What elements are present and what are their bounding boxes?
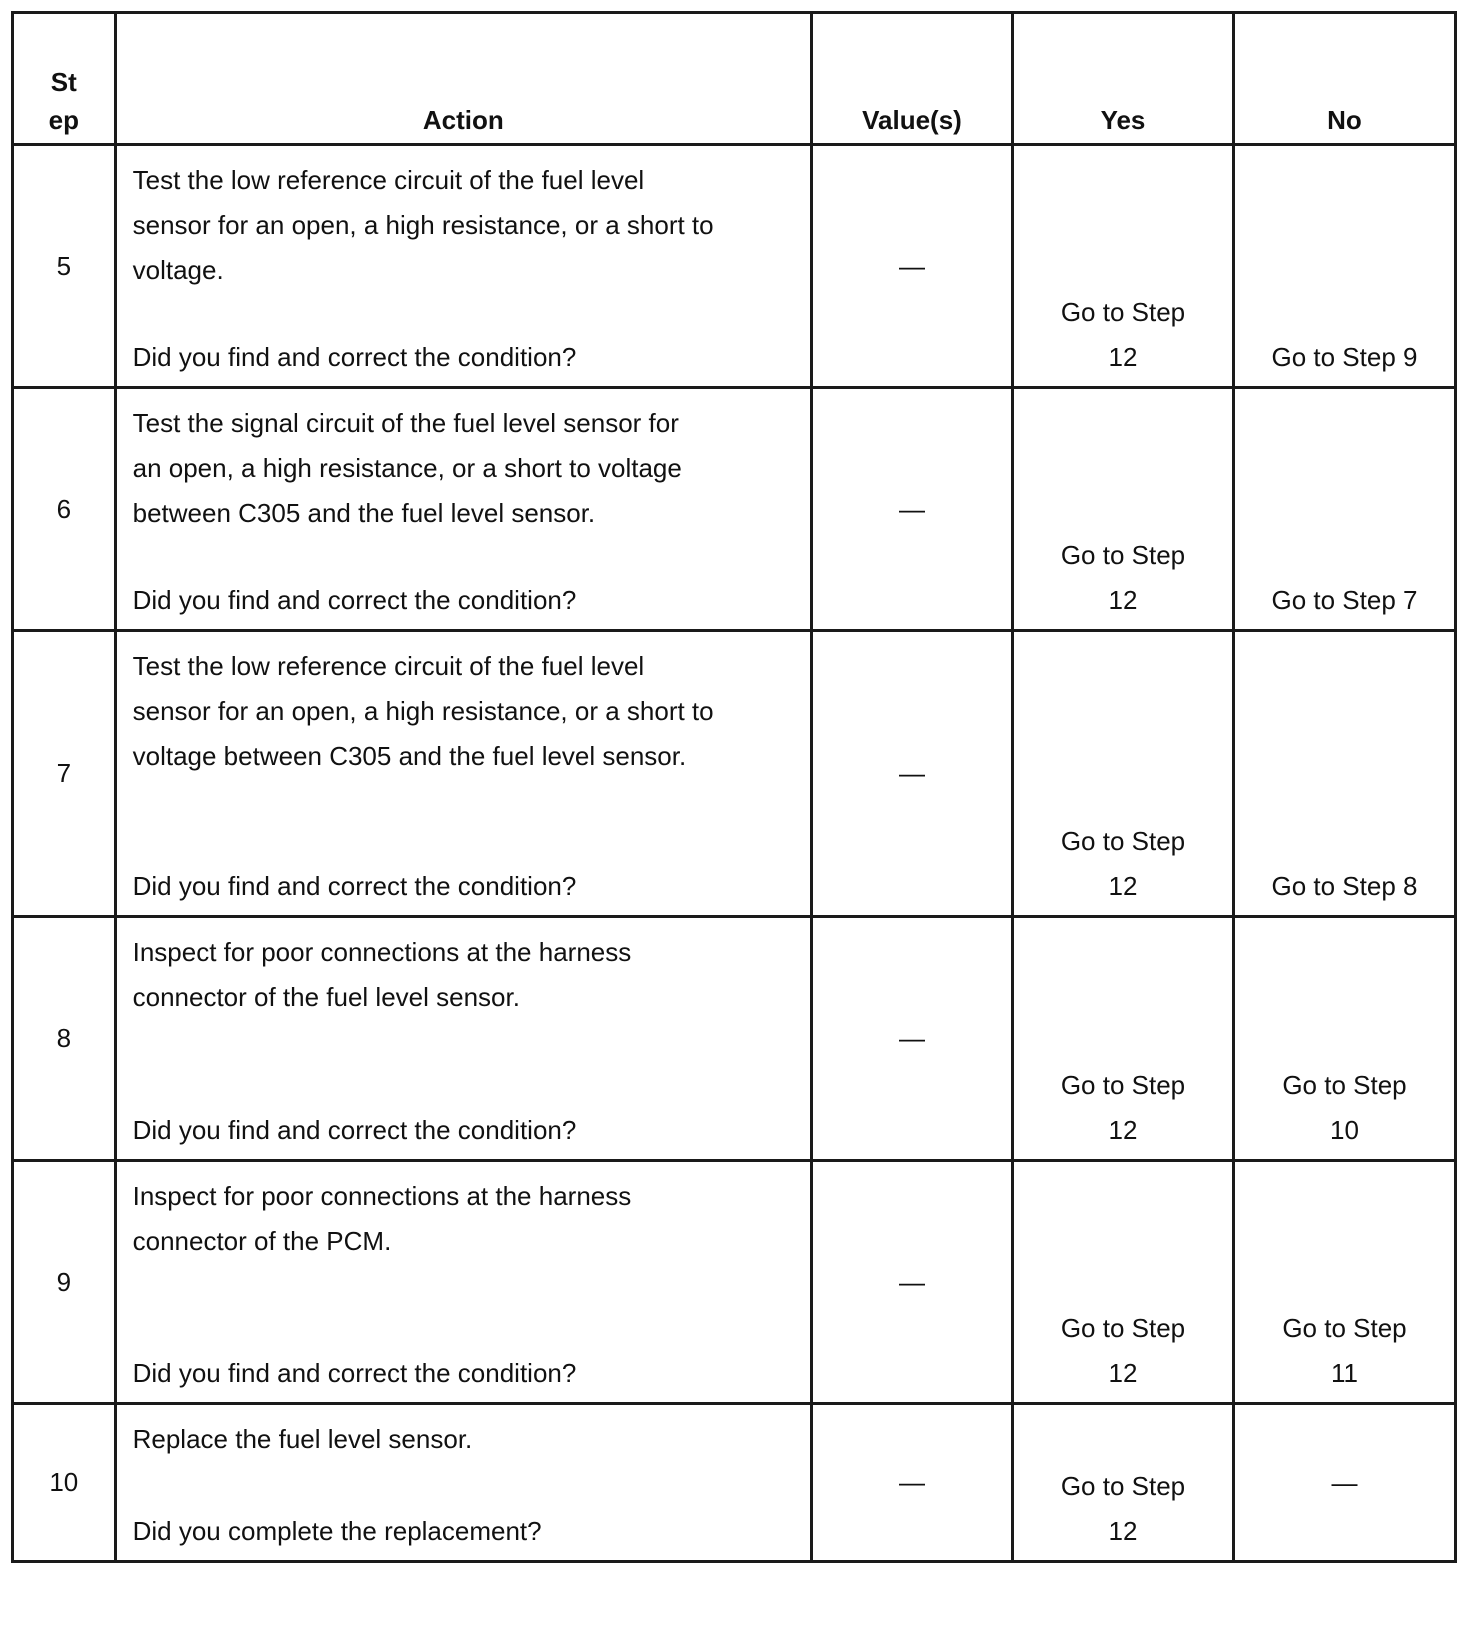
step-number: 5 (13, 145, 116, 388)
yes-goto-step: 12 (1108, 1115, 1138, 1145)
yes-goto-label: Go to Step (1060, 540, 1186, 570)
header-yes: Yes (1013, 13, 1234, 145)
no-goto: Go to Step 9 (1271, 342, 1418, 372)
yes-goto-step: 12 (1108, 1516, 1138, 1546)
step-number: 9 (13, 1161, 116, 1404)
action-cell (115, 917, 811, 1161)
table-row (13, 1404, 1456, 1562)
action-cell (115, 631, 811, 917)
action-line: connector of the fuel level sensor. (132, 982, 520, 1012)
value-cell: — (811, 388, 1012, 631)
yes-cell (1013, 145, 1234, 388)
header-step-line2: ep (48, 105, 79, 135)
header-step (13, 13, 116, 145)
yes-cell (1013, 917, 1234, 1161)
header-step-line1: St (50, 67, 77, 97)
value-cell: — (811, 1404, 1012, 1562)
no-cell (1233, 917, 1455, 1161)
no-goto-label: Go to Step (1282, 1313, 1407, 1343)
diagnostic-table (11, 11, 1457, 1563)
yes-cell (1013, 388, 1234, 631)
table-row (13, 1161, 1456, 1404)
no-cell (1233, 388, 1455, 631)
action-line: Test the signal circuit of the fuel level sensor for (132, 408, 679, 438)
action-cell (115, 1161, 811, 1404)
no-goto-step: 11 (1330, 1358, 1358, 1388)
yes-goto-step: 12 (1108, 871, 1138, 901)
yes-cell (1013, 1161, 1234, 1404)
yes-goto-label: Go to Step (1060, 1471, 1186, 1501)
step-number: 8 (13, 917, 116, 1161)
action-question: Did you find and correct the condition? (132, 1358, 577, 1388)
yes-goto-label: Go to Step (1060, 297, 1186, 327)
yes-goto-step: 12 (1108, 1358, 1138, 1388)
yes-goto-label: Go to Step (1060, 1070, 1186, 1100)
no-goto-label: Go to Step (1282, 1070, 1407, 1100)
value-cell: — (811, 1161, 1012, 1404)
header-action: Action (115, 13, 811, 145)
no-cell (1233, 145, 1455, 388)
action-question: Did you find and correct the condition? (132, 342, 577, 372)
yes-cell (1013, 1404, 1234, 1562)
value-cell: — (811, 145, 1012, 388)
action-line: an open, a high resistance, or a short to voltage (132, 453, 682, 483)
step-number: 7 (13, 631, 116, 917)
action-line: voltage between C305 and the fuel level sensor. (132, 741, 687, 771)
step-number: 10 (13, 1404, 116, 1562)
action-line: Inspect for poor connections at the harness (132, 937, 632, 967)
no-goto: — (1331, 1467, 1358, 1497)
no-goto: Go to Step 7 (1271, 585, 1418, 615)
action-line: Test the low reference circuit of the fuel level (132, 165, 645, 195)
action-question: Did you find and correct the condition? (132, 585, 577, 615)
table-row (13, 917, 1456, 1161)
yes-goto-step: 12 (1108, 342, 1138, 372)
no-cell (1233, 631, 1455, 917)
table-row (13, 631, 1456, 917)
header-no: No (1233, 13, 1455, 145)
no-goto: Go to Step 8 (1271, 871, 1418, 901)
action-line: Inspect for poor connections at the harness (132, 1181, 632, 1211)
header-row (13, 13, 1456, 145)
action-cell (115, 1404, 811, 1562)
action-line: voltage. (132, 255, 224, 285)
no-cell (1233, 1404, 1455, 1562)
yes-goto-step: 12 (1108, 585, 1138, 615)
action-line: sensor for an open, a high resistance, or a short to (132, 696, 714, 726)
action-question: Did you complete the replacement? (132, 1516, 542, 1546)
step-number: 6 (13, 388, 116, 631)
header-values: Value(s) (811, 13, 1012, 145)
value-cell: — (811, 917, 1012, 1161)
yes-goto-label: Go to Step (1060, 826, 1186, 856)
action-line: Test the low reference circuit of the fuel level (132, 651, 645, 681)
action-line: sensor for an open, a high resistance, or a short to (132, 210, 714, 240)
action-cell (115, 388, 811, 631)
action-question: Did you find and correct the condition? (132, 871, 577, 901)
action-line: between C305 and the fuel level sensor. (132, 498, 596, 528)
yes-cell (1013, 631, 1234, 917)
no-cell (1233, 1161, 1455, 1404)
action-line: connector of the PCM. (132, 1226, 392, 1256)
yes-goto-label: Go to Step (1060, 1313, 1186, 1343)
action-question: Did you find and correct the condition? (132, 1115, 577, 1145)
action-line: Replace the fuel level sensor. (132, 1424, 473, 1454)
table-row (13, 145, 1456, 388)
action-cell (115, 145, 811, 388)
no-goto-step: 10 (1330, 1115, 1359, 1145)
table-row (13, 388, 1456, 631)
value-cell: — (811, 631, 1012, 917)
